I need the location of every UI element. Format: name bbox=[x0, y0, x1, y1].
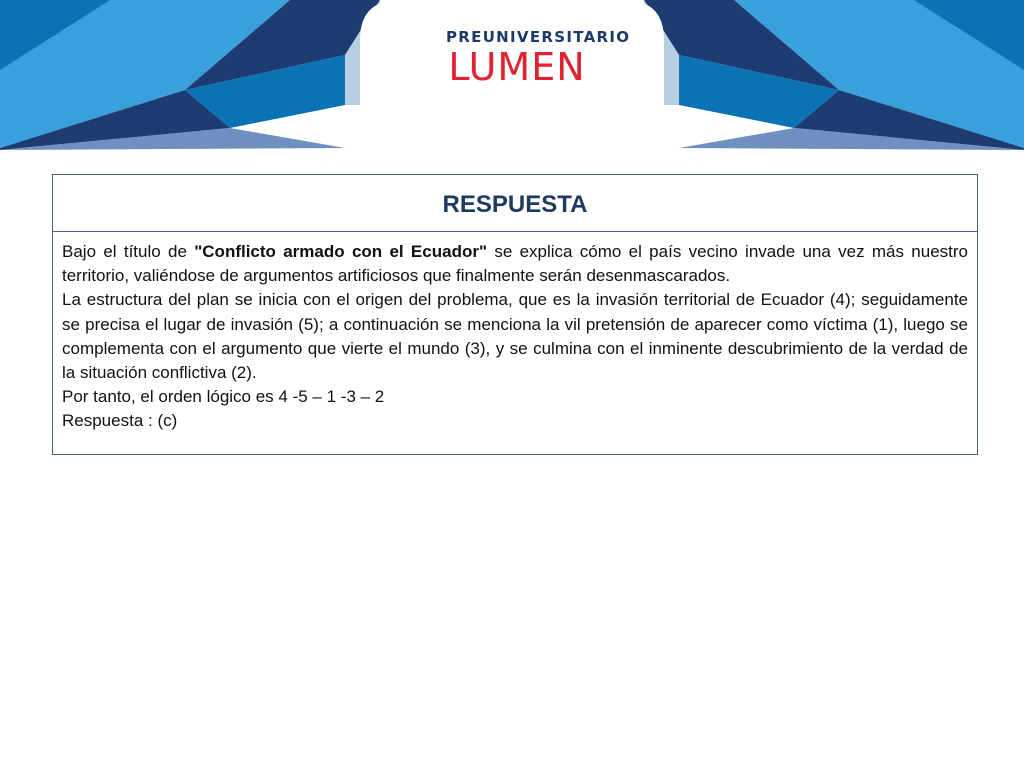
intro-text-after: se explica cómo el país vecino invade una vez más nuestro territorio, valiéndose de argumentos artificiosos que finalmente serán desenmascarados. bbox=[62, 242, 968, 286]
logo-top-text: PREUNIVERSITARIO bbox=[446, 28, 631, 46]
intro-title-bold: "Conflicto armado con el Ecuador" bbox=[194, 242, 488, 261]
logo bbox=[446, 28, 631, 89]
answer-heading: RESPUESTA bbox=[53, 175, 977, 232]
answer-paragraph-order: Por tanto, el orden lógico es 4 -5 – 1 -3 – 2 bbox=[62, 387, 385, 407]
answer-paragraph-result: Respuesta : (c) bbox=[62, 411, 178, 431]
intro-text-before: Bajo el título de bbox=[62, 242, 195, 261]
answer-body bbox=[53, 232, 977, 434]
answer-paragraph-intro bbox=[62, 240, 968, 288]
answer-box bbox=[52, 174, 978, 455]
banner-bottom-fill bbox=[0, 150, 1024, 160]
answer-paragraph-structure: La estructura del plan se inicia con el origen del problema, que es la invasión territorial de Ecuador (4); seguidamente se precisa el lugar de invasión (5); a continuación se menciona la vil pretensión de aparecer como víctima (1), luego se complementa con el argumento que vierte el mundo (3), y se culmina con el inminente descubrimiento de la verdad de la situación conflictiva (2). bbox=[62, 290, 968, 383]
logo-main-text: LUMEN bbox=[448, 45, 586, 89]
